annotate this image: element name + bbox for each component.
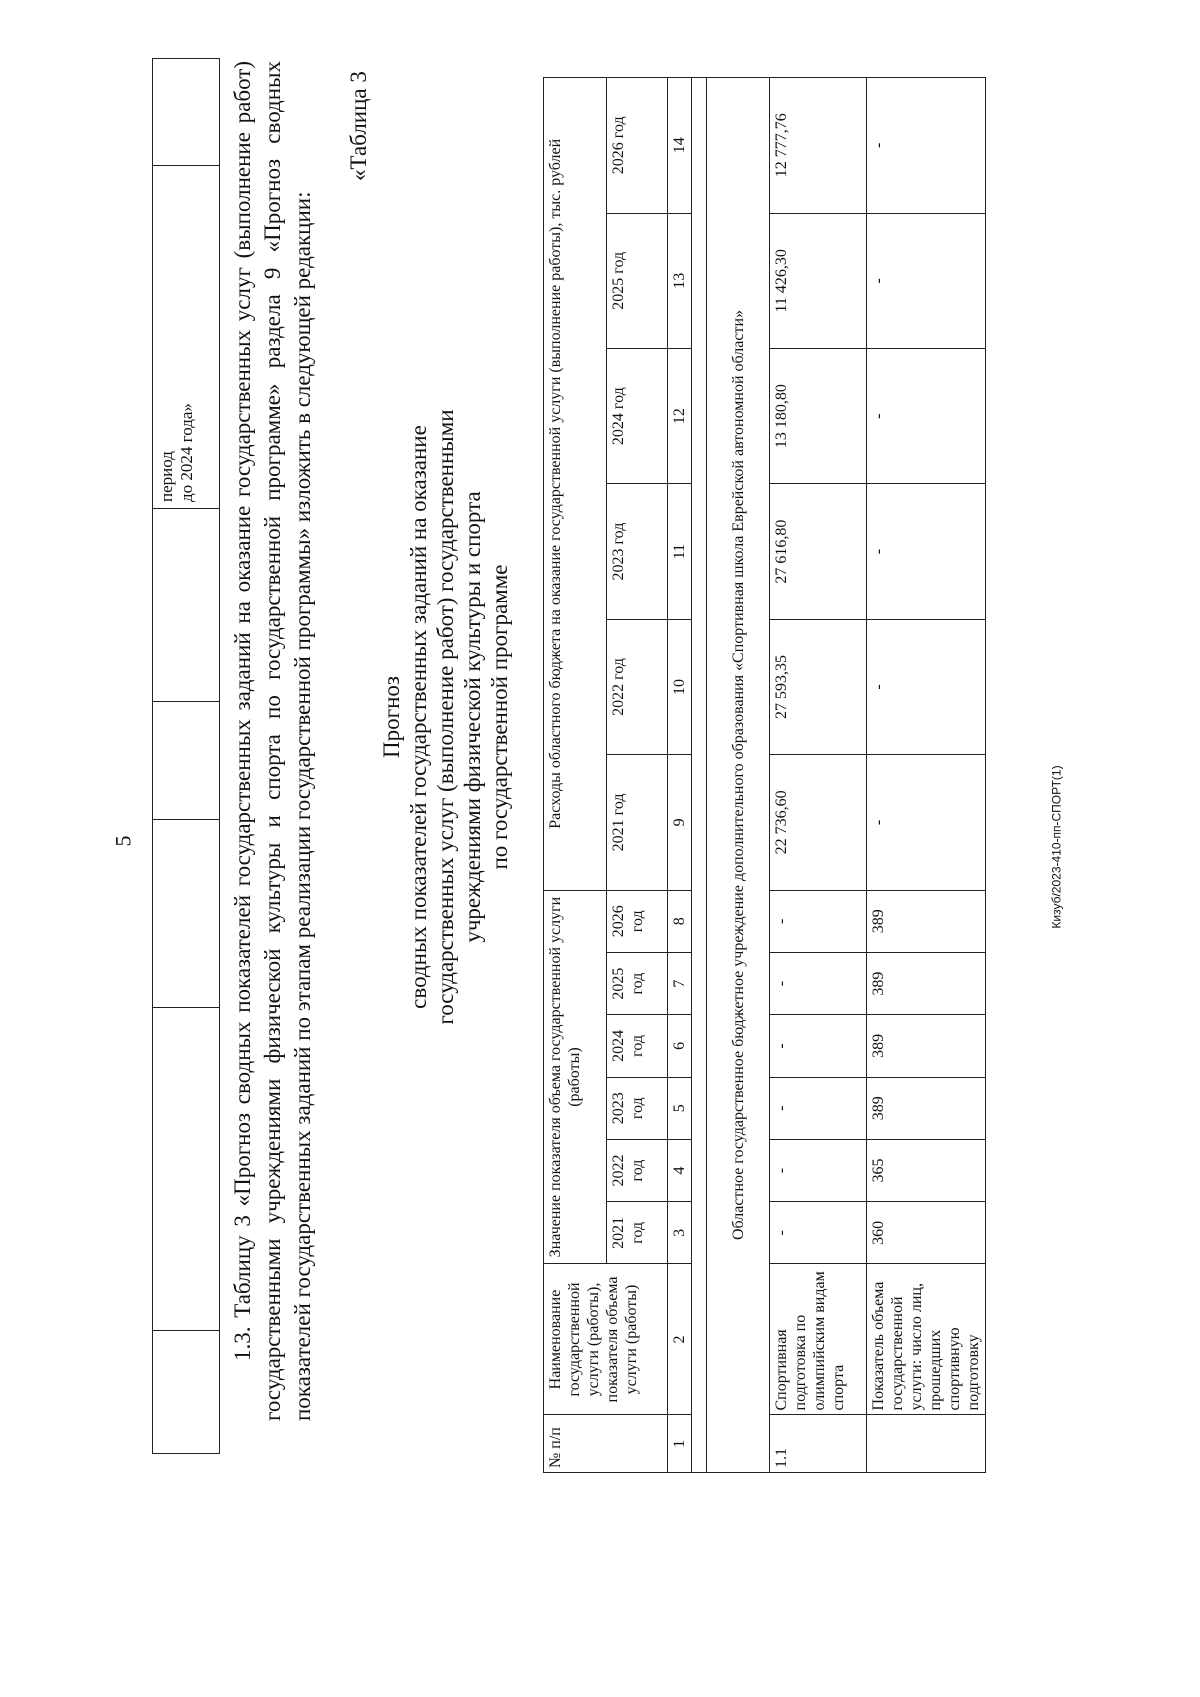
header-year: 2024 год <box>607 1015 668 1077</box>
column-number: 1 <box>668 1415 692 1473</box>
column-number: 13 <box>668 213 692 348</box>
column-number: 6 <box>668 1015 692 1077</box>
header-name: Наименование государственной услуги (работы), показателя объема услуги (работы) <box>544 1264 668 1415</box>
table-row <box>770 78 867 1473</box>
column-number: 12 <box>668 348 692 483</box>
table-row <box>867 78 986 1473</box>
table-heading <box>378 207 513 1227</box>
amendment-text: 1.3. Таблицу 3 «Прогноз сводных показателей государственных заданий на оказание государственных услуг (выполнение работ) государственными учреждениями физической культуры и спорта по государственной программе» раздела 9 «Прогноз сводных показателей государственных заданий по этапам реализации государственной программы» изложить в следующей редакции: <box>230 61 315 1421</box>
header-year: 2026 год <box>607 78 668 214</box>
amendment-paragraph <box>228 61 318 1421</box>
expense-cell: - <box>867 619 986 754</box>
table-label: «Таблица 3 <box>346 71 371 181</box>
fragment-cell <box>153 820 220 1008</box>
expense-cell: 11 426,30 <box>770 213 867 348</box>
column-number: 8 <box>668 890 692 952</box>
header-num: № п/п <box>544 1415 668 1473</box>
volume-cell: - <box>770 1202 867 1264</box>
header-year: 2024 год <box>607 348 668 483</box>
row-number <box>867 1415 986 1473</box>
volume-cell: - <box>770 890 867 952</box>
heading-line: сводных показателей государственных заданий на оказание <box>406 425 431 1009</box>
fragment-cell <box>153 702 220 820</box>
table-gap <box>692 78 707 1473</box>
header-expense-group: Расходы областного бюджета на оказание государственной услуги (выполнение работы), тыс. рублей <box>544 78 607 891</box>
volume-cell: - <box>770 1139 867 1201</box>
header-year: 2025 год <box>607 213 668 348</box>
header-year: 2026 год <box>607 890 668 952</box>
institution-row: Областное государственное бюджетное учреждение дополнительного образования «Спортивная школа Еврейской автономной области» <box>707 78 770 1473</box>
header-year: 2025 год <box>607 952 668 1014</box>
column-number: 7 <box>668 952 692 1014</box>
fragment-cell <box>153 1008 220 1331</box>
column-number: 9 <box>668 755 692 890</box>
expense-cell: - <box>867 348 986 483</box>
header-year: 2021 год <box>607 1202 668 1264</box>
row-name: Показатель объема государственной услуги: число лиц, прошедших спортивную подготовку <box>867 1264 986 1415</box>
heading-line: учреждениями физической культуры и спорта <box>460 491 485 943</box>
fragment-cell <box>153 59 220 166</box>
row-name: Спортивная подготовка по олимпийским видам спорта <box>770 1264 867 1415</box>
volume-cell: - <box>770 1015 867 1077</box>
forecast-table <box>543 77 986 1473</box>
column-number: 4 <box>668 1139 692 1201</box>
footer-document-code: Кизуб/2023-410-пп-СПОРТ(1) <box>1049 765 1064 929</box>
column-number: 10 <box>668 619 692 754</box>
row-number: 1.1 <box>770 1415 867 1473</box>
volume-cell: 389 <box>867 890 986 952</box>
page-number: 5 <box>110 835 136 847</box>
volume-cell: - <box>770 952 867 1014</box>
fragment-cell <box>153 1331 220 1454</box>
column-number: 3 <box>668 1202 692 1264</box>
heading-line: Прогноз <box>379 676 404 758</box>
expense-cell: 12 777,76 <box>770 78 867 214</box>
header-year: 2022 год <box>607 619 668 754</box>
volume-cell: 389 <box>867 952 986 1014</box>
volume-cell: 365 <box>867 1139 986 1201</box>
expense-cell: - <box>867 755 986 890</box>
volume-cell: 389 <box>867 1015 986 1077</box>
volume-cell: 360 <box>867 1202 986 1264</box>
expense-cell: - <box>867 78 986 214</box>
expense-cell: 13 180,80 <box>770 348 867 483</box>
fragment-cell <box>153 509 220 702</box>
expense-cell: 27 616,80 <box>770 484 867 619</box>
header-year: 2023 год <box>607 1077 668 1139</box>
volume-cell: 389 <box>867 1077 986 1139</box>
expense-cell: 22 736,60 <box>770 755 867 890</box>
header-volume-group: Значение показателя объема государственной услуги (работы) <box>544 890 607 1264</box>
column-number: 5 <box>668 1077 692 1139</box>
column-number: 11 <box>668 484 692 619</box>
expense-cell: - <box>867 213 986 348</box>
expense-cell: 27 593,35 <box>770 619 867 754</box>
continued-table-fragment <box>152 58 220 1454</box>
expense-cell: - <box>867 484 986 619</box>
volume-cell: - <box>770 1077 867 1139</box>
fragment-cell-period: период до 2024 года» <box>153 166 220 509</box>
header-year: 2021 год <box>607 755 668 890</box>
heading-line: по государственной программе <box>487 564 512 870</box>
column-number: 14 <box>668 78 692 214</box>
heading-line: государственных услуг (выполнение работ) государственными <box>433 409 458 1025</box>
header-year: 2023 год <box>607 484 668 619</box>
header-year: 2022 год <box>607 1139 668 1201</box>
column-number: 2 <box>668 1264 692 1415</box>
